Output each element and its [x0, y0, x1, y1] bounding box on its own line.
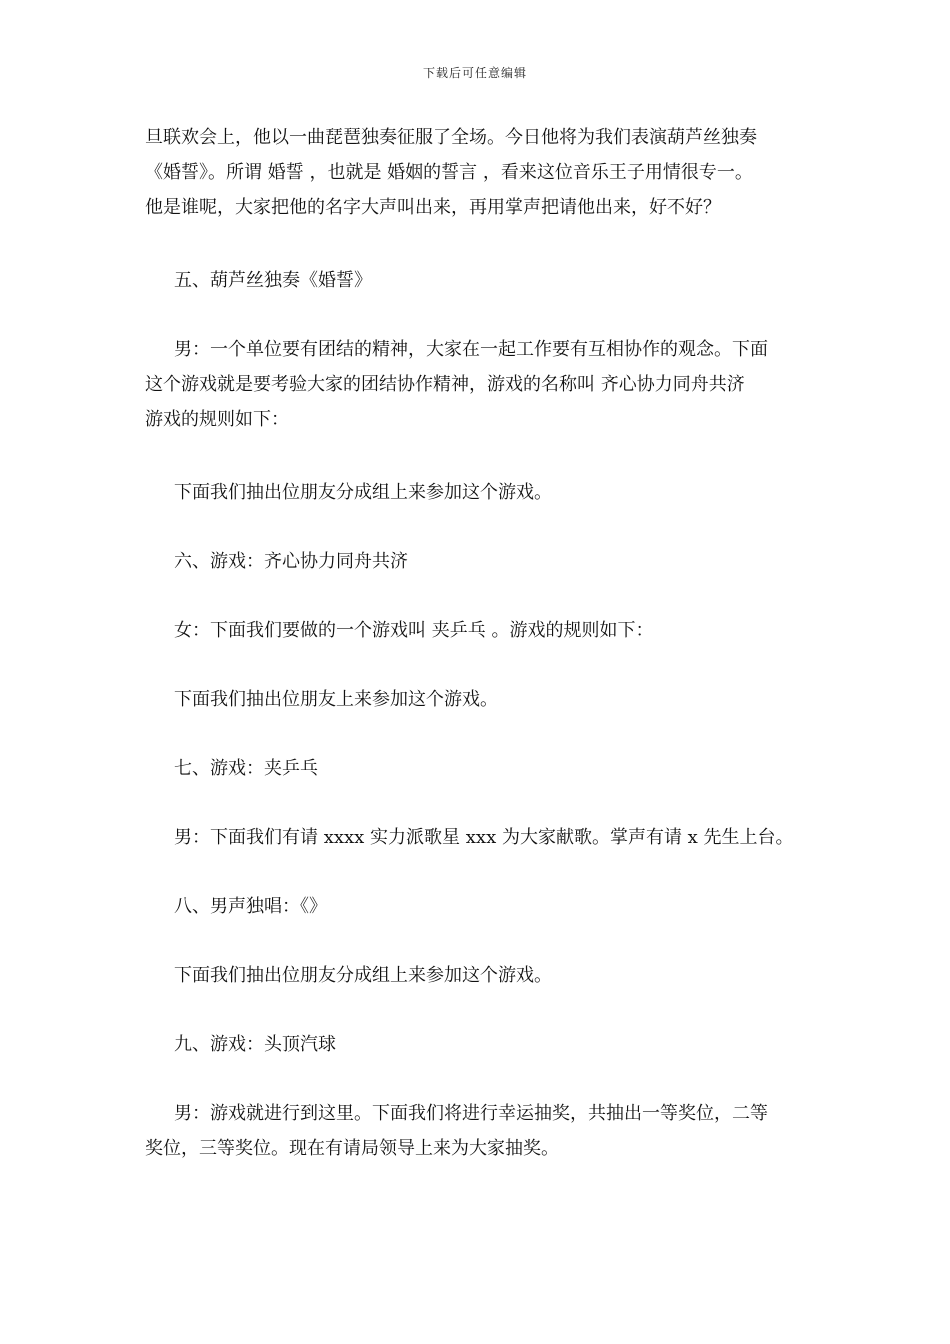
paragraph-line: 男：一个单位要有团结的精神，大家在一起工作要有互相协作的观念。下面 — [174, 339, 768, 360]
section-heading: 六、游戏：齐心协力同舟共济 — [174, 551, 408, 572]
section-heading: 九、游戏：头顶汽球 — [174, 1034, 336, 1055]
paragraph-line: 《婚誓》。所谓 婚誓 ，也就是 婚姻的誓言 ，看来这位音乐王子用情很专一。 — [145, 162, 753, 183]
section-heading: 八、男声独唱：《》 — [174, 896, 327, 917]
paragraph-line: 下面我们抽出位朋友上来参加这个游戏。 — [174, 689, 498, 710]
paragraph-line: 他是谁呢，大家把他的名字大声叫出来，再用掌声把请他出来，好不好？ — [145, 197, 721, 218]
paragraph-line: 这个游戏就是要考验大家的团结协作精神，游戏的名称叫 齐心协力同舟共济 — [145, 374, 745, 395]
section-heading: 五、葫芦丝独奏《婚誓》 — [174, 270, 372, 291]
paragraph-line: 旦联欢会上，他以一曲琵琶独奏征服了全场。今日他将为我们表演葫芦丝独奏 — [145, 127, 757, 148]
section-heading: 七、游戏：夹乒乓 — [174, 758, 318, 779]
paragraph-line: 下面我们抽出位朋友分成组上来参加这个游戏。 — [174, 965, 552, 986]
paragraph-line: 男：游戏就进行到这里。下面我们将进行幸运抽奖，共抽出一等奖位，二等 — [174, 1103, 768, 1124]
paragraph-line: 奖位，三等奖位。现在有请局领导上来为大家抽奖。 — [145, 1138, 559, 1159]
paragraph-line: 下面我们抽出位朋友分成组上来参加这个游戏。 — [174, 482, 552, 503]
paragraph-line: 女：下面我们要做的一个游戏叫 夹乒乓 。游戏的规则如下： — [174, 620, 654, 641]
paragraph-line: 男：下面我们有请 xxxx 实力派歌星 xxx 为大家献歌。掌声有请 x 先生上台。 — [174, 827, 794, 848]
paragraph-line: 游戏的规则如下： — [145, 409, 289, 430]
page-header: 下载后可任意编辑 — [422, 66, 527, 80]
